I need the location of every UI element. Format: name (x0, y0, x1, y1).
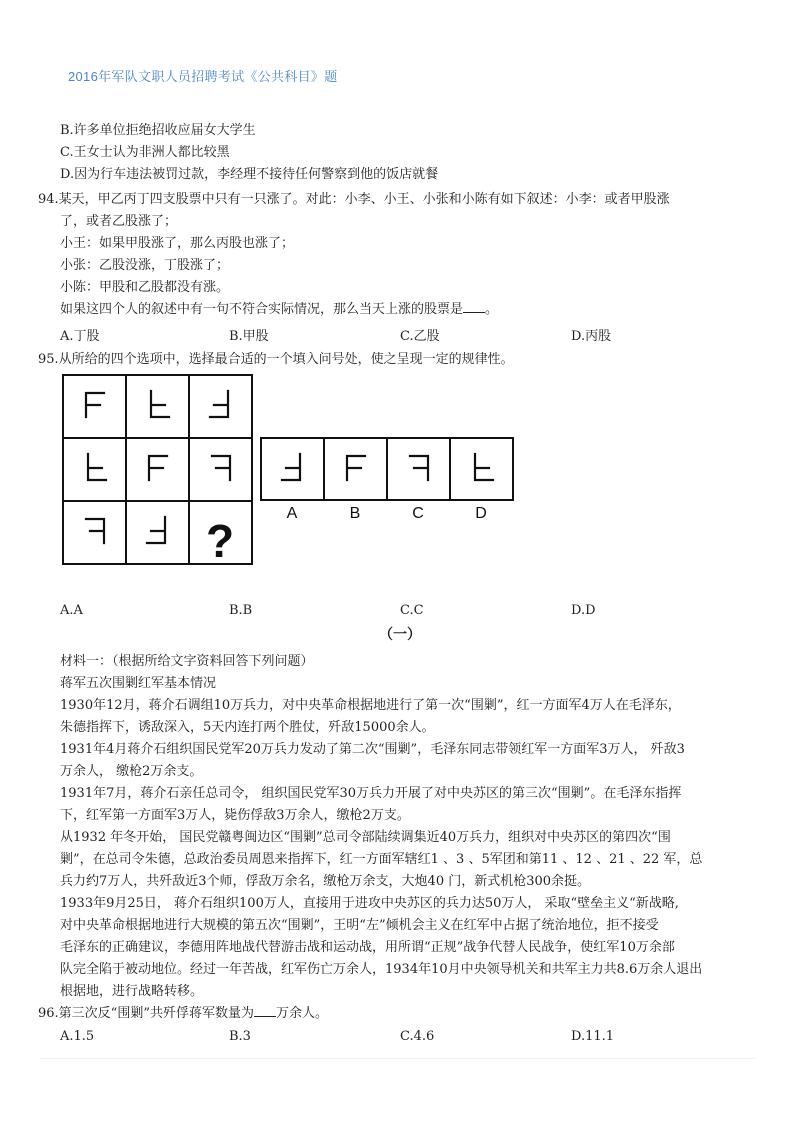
q94-option-d[interactable]: D.丙股 (571, 329, 612, 344)
q96-option-a[interactable]: A.1.5 (60, 1029, 95, 1044)
q95-stem: 95.从所给的四个选项中，选择最合适的一个填入问号处，使之呈现一定的规律性。 (38, 352, 514, 367)
answer-blank (463, 300, 485, 313)
q96-option-d[interactable]: D.11.1 (571, 1029, 615, 1044)
q94-question-line (60, 300, 498, 320)
document-header: 2016年军队文职人员招聘考试《公共科目》题 (68, 69, 338, 84)
q95-figure (60, 372, 520, 572)
material-title: 蒋军五次围剿红军基本情况 (60, 676, 217, 691)
material-p3-line2: 下，红军第一方面军3万人，毙伤俘敌3万余人，缴枪2万支。 (60, 808, 410, 823)
material-p3-line1: 1931年7月，蒋介石亲任总司令， 组织国民党军30万兵力开展了对中央苏区的第三次“围剿”。在毛泽东指挥 (60, 786, 682, 801)
section-title: （一） (379, 627, 421, 643)
q94-statement-wang: 小王：如果甲股涨了，那么丙股也涨了； (60, 236, 295, 251)
glyph-reversed-l-shape (210, 391, 228, 417)
answer-blank (254, 1004, 276, 1017)
material-p4-line1: 从1932 年冬开始， 国民党赣粤闽边区“围剿”总司令部陆续调集近40万兵力，组织对中央苏区的第四次“围 (60, 830, 671, 845)
material-intro: 材料一：（根据所给文字资料回答下列问题） (60, 654, 314, 669)
glyph-f-shape (149, 456, 167, 480)
q96-option-c[interactable]: C.4.6 (400, 1029, 435, 1044)
option-letter-b: B (349, 505, 361, 522)
material-p1-line2: 朱德指挥下，诱敌深入，5天内连打两个胜仗，歼敌15000余人。 (60, 720, 435, 735)
q94-option-c[interactable]: C.乙股 (400, 329, 440, 344)
glyph-reversed-f-shape (212, 456, 230, 480)
glyph-reversed-l-shape (147, 517, 165, 543)
material-p5-line2: 对中央革命根据地进行大规模的第五次“围剿”，王明“左”倾机会主义在红军中占据了统治地位，拒不接受 (60, 918, 659, 933)
material-p5-line3: 毛泽东的正确建议，李德用阵地战代替游击战和运动战，用所谓“正规”战争代替人民战争，使红军10万余部 (60, 940, 675, 955)
question-mark: ? (205, 515, 235, 567)
option-b-text: B.许多单位拒绝招收应届女大学生 (60, 123, 256, 138)
q96-stem-text: 96.第三次反“围剿”共歼俘蒋军数量为 (38, 1006, 254, 1021)
q96-stem-end: 万余人。 (275, 1006, 328, 1021)
q95-option-c[interactable]: C.C (400, 603, 424, 618)
material-p5-line1: 1933年9月25日， 蒋介石组织100万人，直接用于进攻中央苏区的兵力达50万人， 采取“壁垒主义“新战略, (60, 896, 679, 911)
glyph-f-shape (86, 393, 104, 417)
glyph-mirrored-l-shape (88, 454, 106, 480)
q96-stem (38, 1004, 328, 1024)
footer-divider (40, 1058, 755, 1059)
option-letter-d: D (475, 505, 487, 522)
material-p4-line3: 兵力约7万人，共歼敌近3个师，俘敌万余名，缴枪万余支，大炮40 门，新式机枪300余挺。 (60, 874, 591, 889)
q94-statement-chen: 小陈：甲股和乙股都没有涨。 (60, 280, 230, 295)
option-letter-c: C (412, 505, 424, 522)
q94-statement-zhang: 小张：乙股没涨，丁股涨了； (60, 258, 230, 273)
material-p2-line2: 万余人， 缴枪2万余支。 (60, 764, 203, 779)
material-p1-line1: 1930年12月，蒋介石调组10万兵力，对中央革命根据地进行了第一次“围剿”，红一方面军4万人在毛泽东， (60, 698, 681, 713)
q94-option-a[interactable]: A.丁股 (60, 329, 100, 344)
glyph-mirrored-l-shape (151, 391, 169, 417)
option-a-glyph (282, 454, 300, 480)
option-b-glyph (347, 456, 365, 480)
q94-stem-line1: 94.某天，甲乙丙丁四支股票中只有一只涨了。对此：小李、小王、小张和小陈有如下叙述：小李：或者甲股涨 (38, 192, 670, 207)
option-d-text: D.因为行车违法被罚过款，李经理不接待任何警察到他的饭店就餐 (60, 167, 439, 182)
material-p2-line1: 1931年4月蒋介石组织国民党军20万兵力发动了第二次“围剿”，毛泽东同志带领红军一方面军3万人， 歼敌3 (60, 742, 685, 757)
option-c-text: C.王女士认为非洲人都比较黑 (60, 145, 230, 160)
q95-option-a[interactable]: A.A (60, 603, 83, 618)
option-c-glyph (410, 456, 428, 480)
material-p5-line5: 根据地，进行战略转移。 (60, 984, 204, 999)
option-d-glyph (475, 454, 493, 480)
q95-option-b[interactable]: B.B (229, 603, 253, 618)
glyph-reversed-f-shape (86, 519, 104, 543)
q96-option-b[interactable]: B.3 (229, 1029, 251, 1044)
material-p5-line4: 队完全陷于被动地位。经过一年苦战，红军伤亡万余人，1934年10月中央领导机关和共军主力共8.6万余人退出 (60, 962, 703, 977)
q94-option-b[interactable]: B.甲股 (229, 329, 269, 344)
material-p4-line2: 剿”，在总司令朱德，总政治委员周恩来指挥下，红一方面军辖红1 、3 、5军团和第11 、12 、21 、22 军，总 (60, 852, 703, 867)
q94-question-text: 如果这四个人的叙述中有一句不符合实际情况，那么当天上涨的股票是 (60, 302, 464, 317)
q94-stem-line2: 了，或者乙股涨了； (60, 214, 178, 229)
q94-question-end: 。 (485, 302, 499, 317)
q95-option-d[interactable]: D.D (571, 603, 596, 618)
option-letter-a: A (286, 505, 298, 522)
